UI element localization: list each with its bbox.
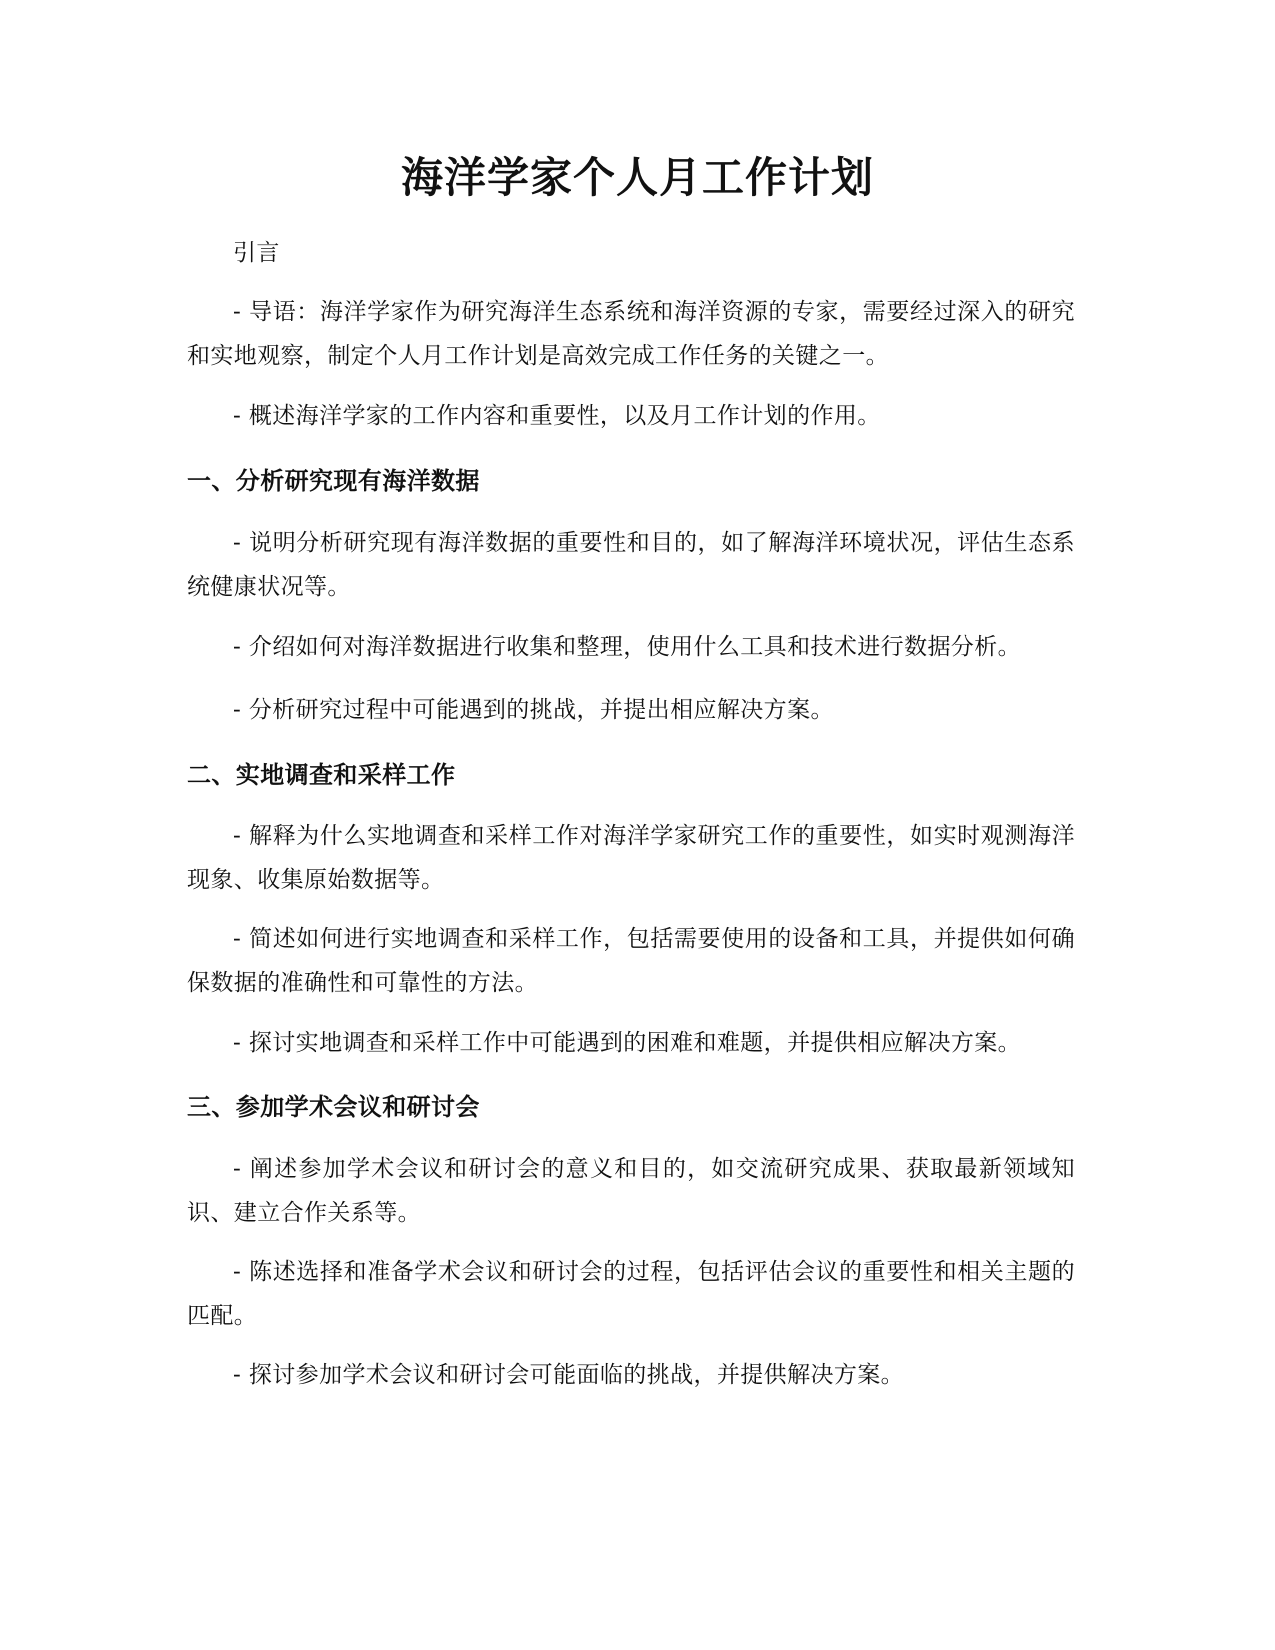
section-2-heading: 二、实地调查和采样工作 xyxy=(187,761,456,789)
section-2-paragraph-3: - 探讨实地调查和采样工作中可能遇到的困难和难题，并提供相应解决方案。 xyxy=(233,1030,1022,1056)
intro-label: 引言 xyxy=(233,240,280,266)
intro-paragraph-2: - 概述海洋学家的工作内容和重要性，以及月工作计划的作用。 xyxy=(233,403,881,429)
section-3-paragraph-1: - 阐述参加学术会议和研讨会的意义和目的，如交流研究成果、获取最新领域知识、建立合作关系等。 xyxy=(187,1156,1075,1226)
page-title: 海洋学家个人月工作计划 xyxy=(400,153,874,202)
section-3-paragraph-3: - 探讨参加学术会议和研讨会可能面临的挑战，并提供解决方案。 xyxy=(233,1362,905,1388)
section-2-paragraph-1: - 解释为什么实地调查和采样工作对海洋学家研究工作的重要性，如实时观测海洋现象、收集原始数据等。 xyxy=(187,823,1075,893)
section-2-paragraph-2: - 简述如何进行实地调查和采样工作，包括需要使用的设备和工具，并提供如何确保数据的准确性和可靠性的方法。 xyxy=(187,926,1075,996)
section-1-paragraph-2: - 介绍如何对海洋数据进行收集和整理，使用什么工具和技术进行数据分析。 xyxy=(233,634,1022,660)
section-1-paragraph-3: - 分析研究过程中可能遇到的挑战，并提出相应解决方案。 xyxy=(233,697,834,723)
intro-paragraph-1: - 导语：海洋学家作为研究海洋生态系统和海洋资源的专家，需要经过深入的研究和实地观察，制定个人月工作计划是高效完成工作任务的关键之一。 xyxy=(187,299,1075,369)
section-1-paragraph-1: - 说明分析研究现有海洋数据的重要性和目的，如了解海洋环境状况，评估生态系统健康状况等。 xyxy=(187,530,1075,600)
section-3-heading: 三、参加学术会议和研讨会 xyxy=(187,1093,480,1121)
section-3-paragraph-2: - 陈述选择和准备学术会议和研讨会的过程，包括评估会议的重要性和相关主题的匹配。 xyxy=(187,1259,1075,1329)
section-1-heading: 一、分析研究现有海洋数据 xyxy=(187,467,480,495)
